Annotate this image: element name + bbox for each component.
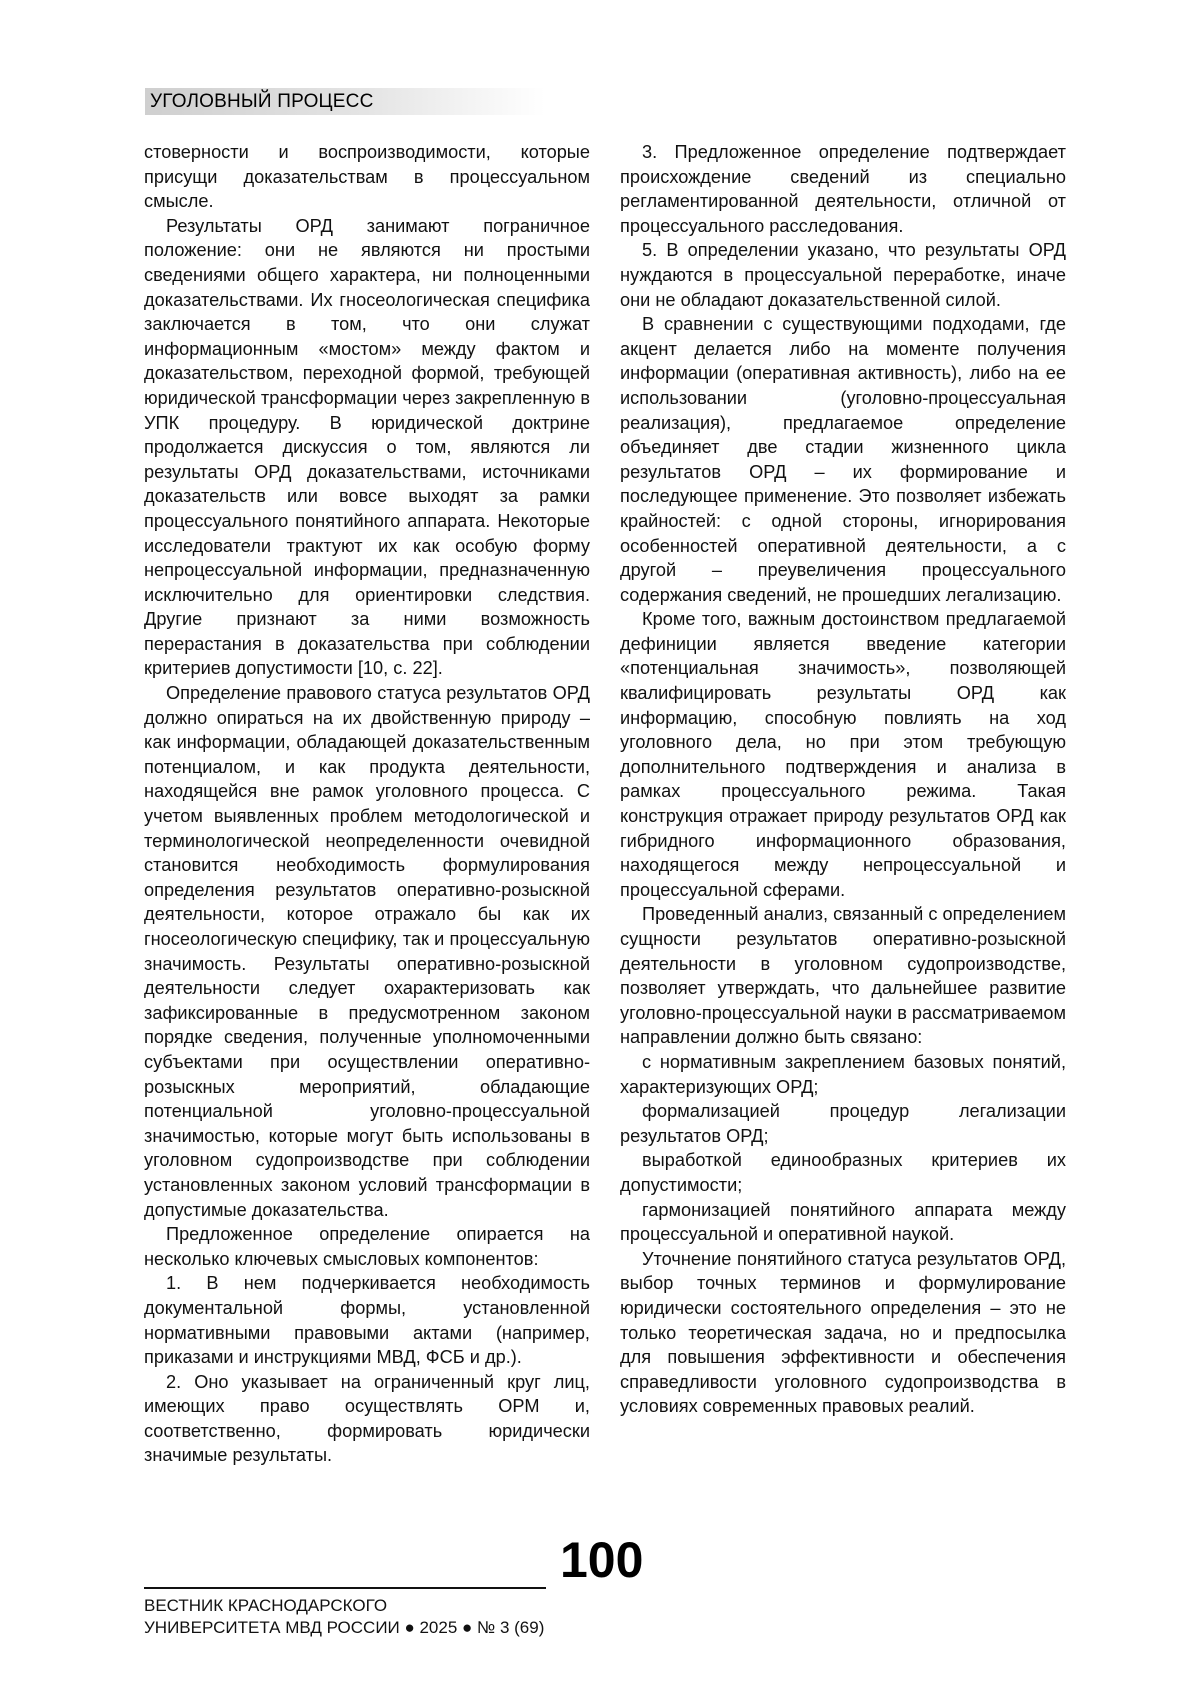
right-column <box>620 140 1066 1419</box>
list-item: гармонизацией понятийного аппарата между процессуальной и оперативной наукой. <box>620 1199 1066 1245</box>
list-item: 1. В нем подчеркивается необходимость документальной формы, установленной нормативными правовыми актами (например, приказами и инструкциями МВД, ФСБ и др.). <box>144 1273 590 1368</box>
paragraph: Проведенный анализ, связанный с определением сущности результатов оперативно-розыскной деятельности в уголовном судопроизводстве, позволяет утверждать, что дальнейшее развитие уголовно-процессуальной науки в рассматриваемом направлении должно быть связано: <box>620 904 1066 1048</box>
journal-issue-line: УНИВЕРСИТЕТА МВД РОССИИ ● 2025 ● № 3 (69) <box>144 1618 545 1637</box>
paragraph: В сравнении с существующими подходами, где акцент делается либо на моменте получения информации (оперативная активность), либо на ее использовании (уголовно-процессуальная реализация), предлагаемое определение объединяет две стадии жизненного цикла результатов ОРД – их формирование и последующее применение. Это позволяет избежать крайностей: с одной стороны, игнорирования особенностей оперативной деятельности, а с другой – преувеличения процессуального содержания сведений, не прошедших легализацию. <box>620 314 1066 605</box>
left-column <box>144 140 590 1468</box>
paragraph: Определение правового статуса результатов ОРД должно опираться на их двойственную природу – как информации, обладающей доказательственным потенциалом, и как продукта деятельности, находящейся вне рамок уголовного процесса. С учетом выявленных проблем методологической и терминологической неопределенности очевидной становится необходимость формулирования определения результатов оперативно-розыскной деятельности, которое отражало бы как их гносеологическую специфику, так и процессуальную значимость. Результаты оперативно-розыскной деятельности следует охарактеризовать как зафиксированные в предусмотренном законом порядке сведения, полученные уполномоченными субъектами при осуществлении оперативно-розыскных мероприятий, обладающие потенциальной уголовно-процессуальной значимостью, которые могут быть использованы в уголовном судопроизводстве при соблюдении установленных законом условий трансформации в допустимые доказательства. <box>144 683 590 1220</box>
section-title: УГОЛОВНЫЙ ПРОЦЕСС <box>150 91 374 112</box>
journal-title <box>144 1595 544 1639</box>
list-item: формализацией процедур легализации результатов ОРД; <box>620 1101 1066 1146</box>
paragraph: Результаты ОРД занимают пограничное положение: они не являются ни простыми сведениями общего характера, ни полноценными доказательствами. Их гносеологическая специфика заключается в том, что они служат информационным «мостом» между фактом и доказательством, переходной формой, требующей юридической трансформации через закрепленную в УПК процедуру. В юридической доктрине продолжается дискуссия о том, являются ли результаты ОРД доказательствами, источниками доказательств или вовсе выходят за рамки процессуального понятийного аппарата. Некоторые исследователи трактуют их как особую форму непроцессуальной информации, предназначенную исключительно для ориентировки следствия. Другие признают за ними возможность перерастания в доказательства при соблюдении критериев допустимости [10, с. 22]. <box>144 215 590 679</box>
list-item: выработкой единообразных критериев их допустимости; <box>620 1150 1066 1195</box>
list-item: 3. Предложенное определение подтверждает происхождение сведений из специально регламентированной деятельности, отличной от процессуального расследования. <box>620 142 1066 236</box>
footer-rule <box>144 1587 546 1589</box>
page-number: 100 <box>560 1532 644 1588</box>
paragraph: стоверности и воспроизводимости, которые присущи доказательствам в процессуальном смысле. <box>144 142 590 212</box>
list-item: 5. В определении указано, что результаты ОРД нуждаются в процессуальной переработке, иначе они не обладают доказательственной силой. <box>620 240 1066 310</box>
paragraph: Кроме того, важным достоинством предлагаемой дефиниции является введение категории «потенциальная значимость», позволяющей квалифицировать результаты ОРД как информацию, способную повлиять на ход уголовного дела, но при этом требующую дополнительного подтверждения и анализа в рамках процессуального режима. Такая конструкция отражает природу результатов ОРД как гибридного информационного образования, находящегося между непроцессуальной и процессуальной сферами. <box>620 609 1066 900</box>
list-item: 2. Оно указывает на ограниченный круг лиц, имеющих право осуществлять ОРМ и, соответственно, формировать юридически значимые результаты. <box>144 1371 590 1466</box>
list-item: с нормативным закреплением базовых понятий, характеризующих ОРД; <box>620 1051 1066 1097</box>
journal-title-line: ВЕСТНИК КРАСНОДАРСКОГО <box>144 1596 388 1615</box>
paragraph: Уточнение понятийного статуса результатов ОРД, выбор точных терминов и формулирование юридически состоятельного определения – это не только теоретическая задача, но и предпосылка для повышения эффективности и обеспечения справедливости уголовного судопроизводства в условиях современных правовых реалий. <box>620 1248 1066 1417</box>
paragraph: Предложенное определение опирается на несколько ключевых смысловых компонентов: <box>144 1224 590 1269</box>
